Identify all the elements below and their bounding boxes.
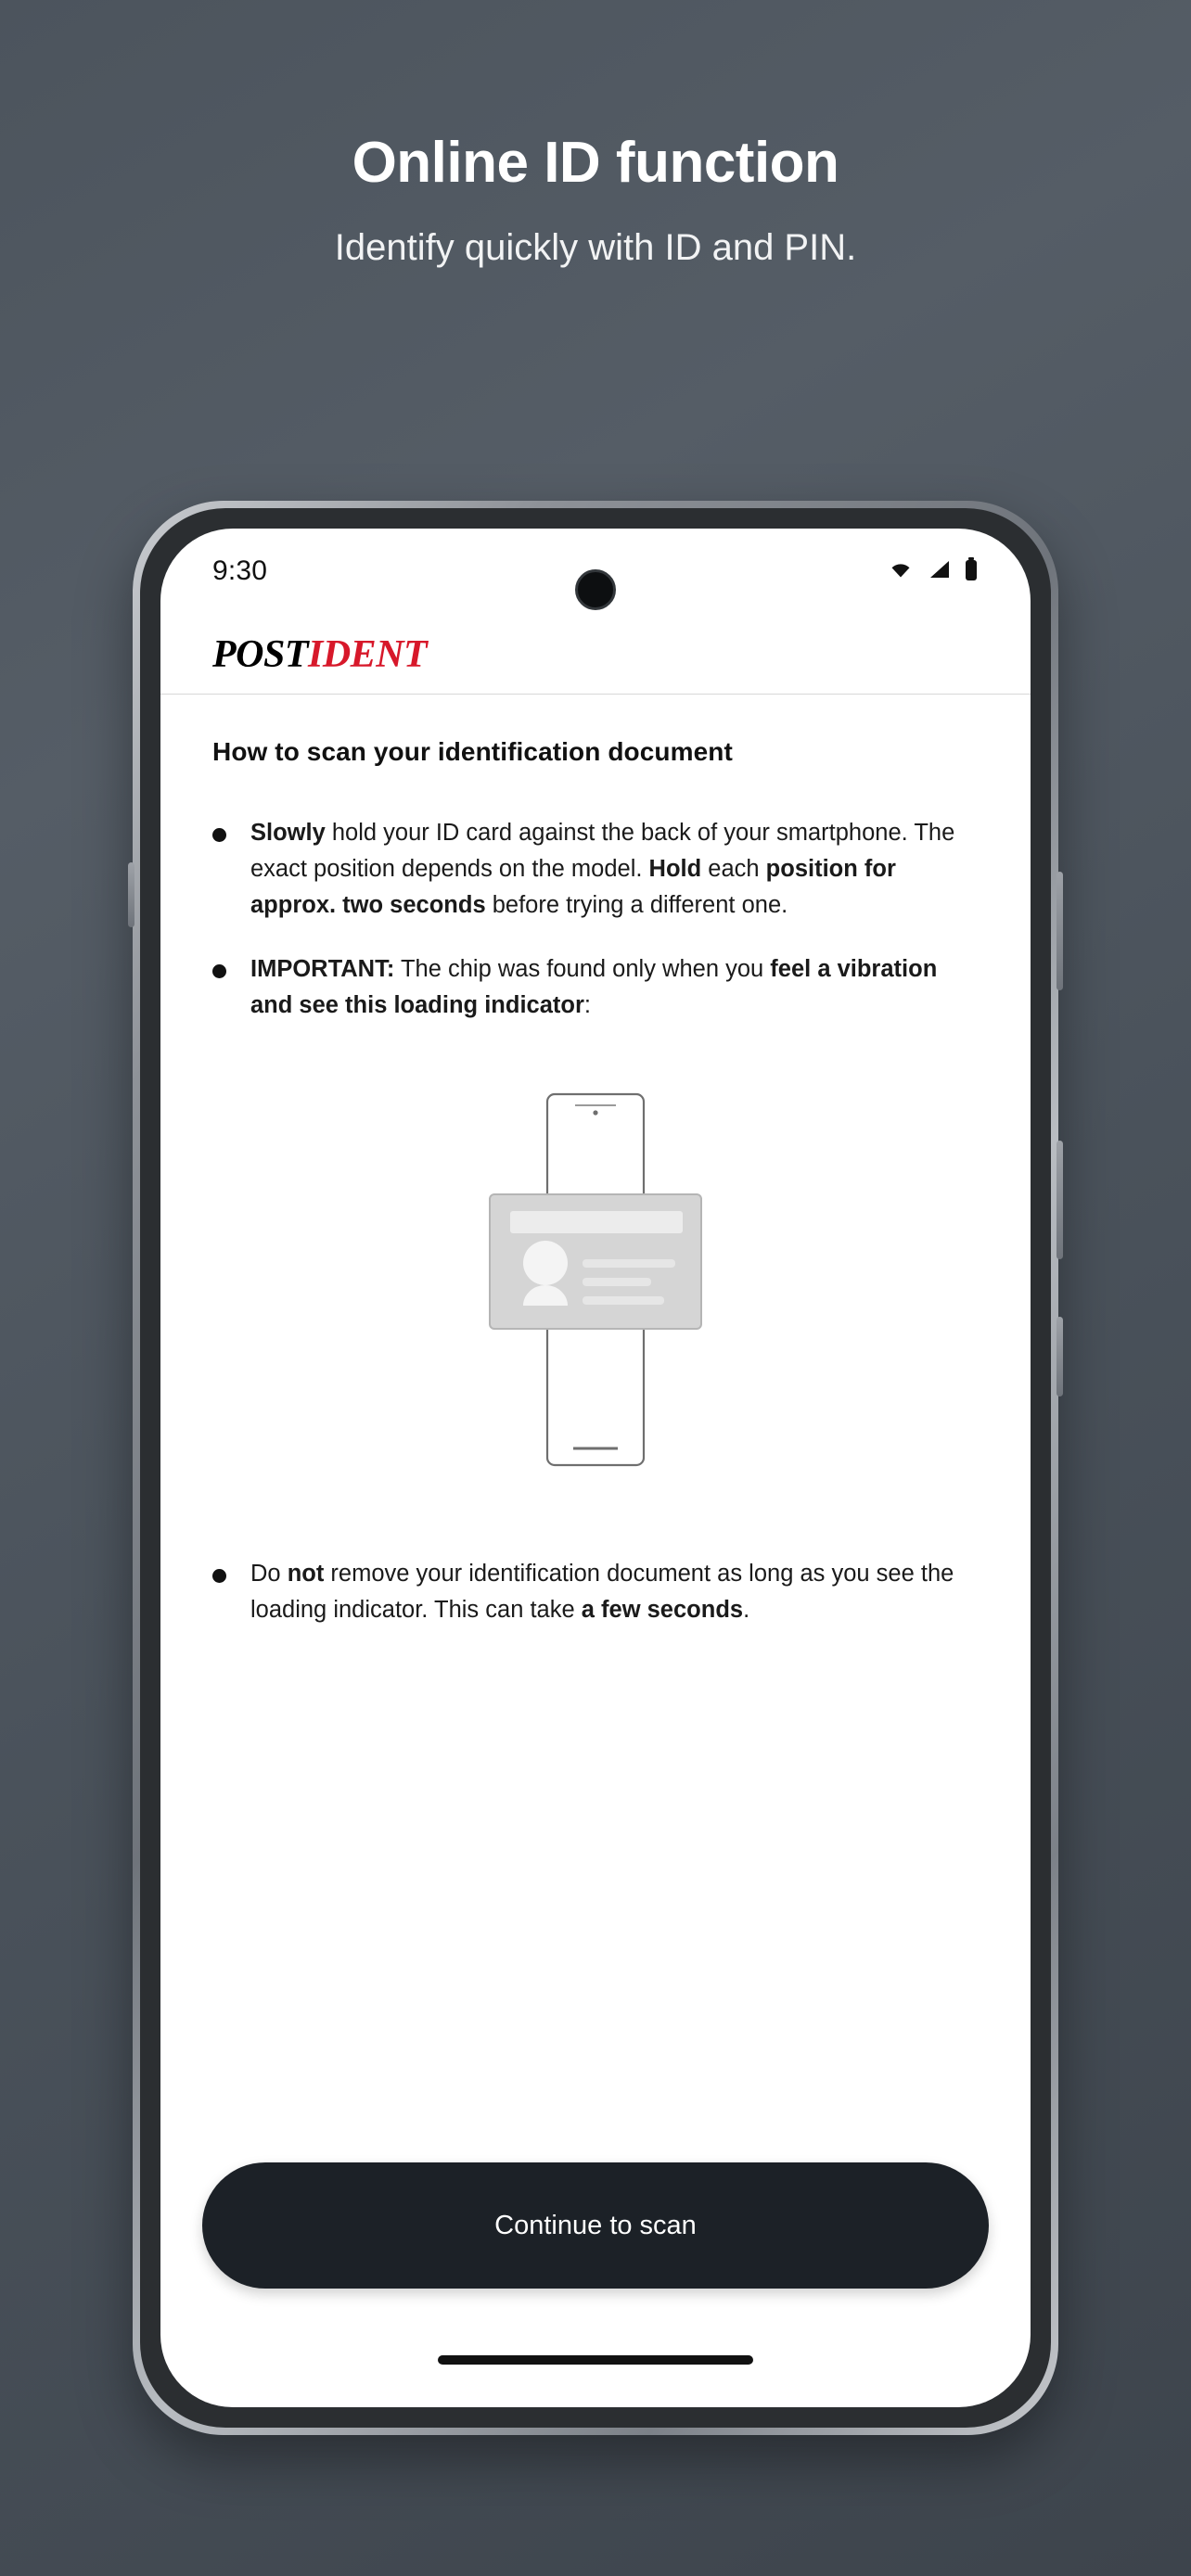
promo-subtitle: Identify quickly with ID and PIN. [334, 227, 857, 268]
battery-icon [964, 557, 979, 586]
front-camera-icon [575, 569, 616, 610]
status-bar [160, 529, 1031, 614]
phone-bezel [140, 508, 1051, 2428]
volume-up-button[interactable] [1057, 872, 1063, 990]
wifi-icon [886, 558, 916, 585]
left-side-button[interactable] [128, 862, 134, 927]
phone-mockup [133, 501, 1058, 2435]
bullet-dot-icon [212, 964, 226, 978]
bullet-dot-icon [212, 828, 226, 842]
promo-title: Online ID function [352, 131, 839, 195]
bullet-important-text: IMPORTANT: The chip was found only when you feel a vibration and see this loading indicator: [250, 956, 938, 1018]
brand-post-text: POST [212, 633, 308, 676]
list-item [212, 815, 979, 924]
bullet-dot-icon [212, 1569, 226, 1583]
list-item [212, 1556, 979, 1628]
list-item [212, 951, 979, 1024]
page-title: How to scan your identification document [212, 737, 733, 766]
phone-frame [133, 501, 1058, 2435]
bullet-do-not-remove-text: Do not remove your identification document as long as you see the loading indicator. This can take a few seconds. [250, 1561, 954, 1623]
signal-icon [927, 558, 953, 585]
cta-container [160, 2162, 1031, 2289]
status-icons [886, 557, 979, 586]
bullet-slowly-text: Slowly hold your ID card against the back of your smartphone. The exact position depends on the model. Hold each position for approx. two seconds before trying a different one. [250, 820, 955, 918]
continue-to-scan-button[interactable]: Continue to scan [202, 2162, 989, 2289]
status-time: 9:30 [212, 555, 268, 586]
instruction-list [212, 815, 979, 1024]
app-brand [160, 614, 1031, 694]
brand-ident-text: IDENT [308, 633, 428, 676]
volume-down-button[interactable] [1057, 1141, 1063, 1259]
phone-with-id-card-illustration [212, 1078, 979, 1467]
screen-content [160, 695, 1031, 1628]
promo-header [0, 0, 1191, 269]
phone-screen [160, 529, 1031, 2407]
home-indicator[interactable] [438, 2355, 753, 2365]
power-button[interactable] [1057, 1317, 1063, 1396]
